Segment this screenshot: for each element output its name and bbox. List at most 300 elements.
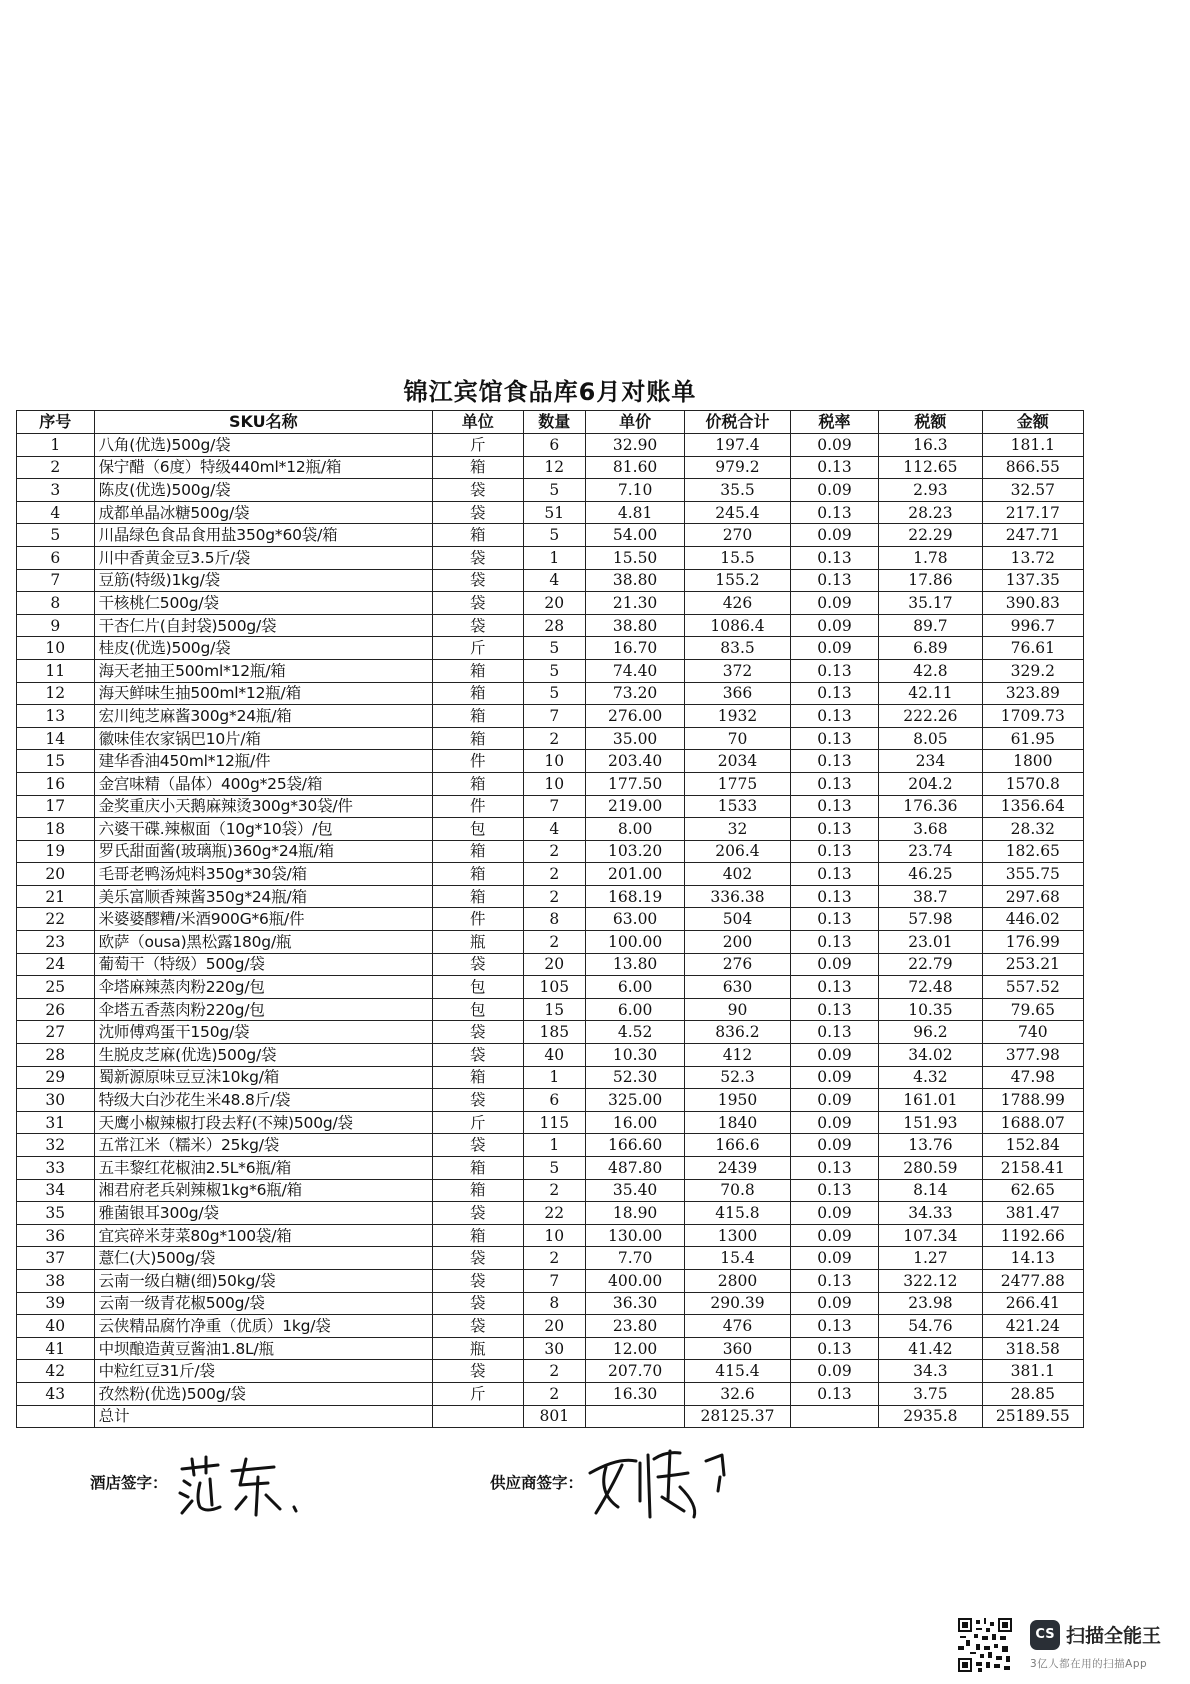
total-tax-rate-cell [790,1405,878,1428]
row-qty: 105 [523,976,586,999]
row-tax: 322.12 [879,1269,982,1292]
watermark-tagline: 3亿人都在用的扫描App [1030,1658,1148,1670]
table-row [17,818,1084,841]
row-qty: 2 [523,885,586,908]
row-unit: 包 [433,818,524,841]
table-row [17,772,1084,795]
row-sku-name: 五丰黎红花椒油2.5L*6瓶/箱 [94,1157,432,1180]
hotel-signature-label: 酒店签字： [90,1474,168,1492]
ledger-table [16,410,1084,1428]
row-tax-rate: 0.13 [790,1382,878,1405]
row-qty: 5 [523,637,586,660]
row-sku-name: 徽味佳农家锅巴10片/箱 [94,727,432,750]
row-qty: 30 [523,1337,586,1360]
row-unit: 袋 [433,592,524,615]
table-row [17,592,1084,615]
row-tax: 1.27 [879,1247,982,1270]
row-sku-name: 伞塔五香蒸肉粉220g/包 [94,998,432,1021]
row-tax: 234 [879,750,982,773]
row-tax: 204.2 [879,772,982,795]
row-unit: 件 [433,908,524,931]
col-header-unit: 单位 [433,411,524,434]
row-gross: 412 [685,1044,791,1067]
row-tax: 57.98 [879,908,982,931]
row-gross: 200 [685,931,791,954]
row-sku-name: 宜宾碎米芽菜80g*100袋/箱 [94,1224,432,1247]
row-net: 28.32 [982,818,1083,841]
row-price: 73.20 [586,682,685,705]
row-gross: 1932 [685,705,791,728]
table-row [17,727,1084,750]
row-net: 1192.66 [982,1224,1083,1247]
row-price: 7.70 [586,1247,685,1270]
table-row [17,885,1084,908]
row-tax-rate: 0.13 [790,546,878,569]
row-qty: 2 [523,840,586,863]
row-price: 36.30 [586,1292,685,1315]
row-index: 31 [17,1111,95,1134]
table-row [17,1066,1084,1089]
row-qty: 1 [523,546,586,569]
table-row [17,434,1084,457]
row-net: 14.13 [982,1247,1083,1270]
col-header-net: 金额 [982,411,1083,434]
row-price: 201.00 [586,863,685,886]
col-header-price: 单价 [586,411,685,434]
row-price: 18.90 [586,1202,685,1225]
row-tax: 38.7 [879,885,982,908]
row-unit: 箱 [433,705,524,728]
row-tax: 42.11 [879,682,982,705]
row-price: 103.20 [586,840,685,863]
row-qty: 22 [523,1202,586,1225]
row-price: 177.50 [586,772,685,795]
row-tax: 8.05 [879,727,982,750]
row-unit: 袋 [433,1089,524,1112]
row-gross: 90 [685,998,791,1021]
row-tax: 34.02 [879,1044,982,1067]
row-qty: 2 [523,1360,586,1383]
table-row [17,659,1084,682]
row-qty: 2 [523,1382,586,1405]
row-sku-name: 葡萄干（特级）500g/袋 [94,953,432,976]
row-sku-name: 天鹰小椒辣椒打段去籽(不辣)500g/袋 [94,1111,432,1134]
row-sku-name: 保宁醋（6度）特级440ml*12瓶/箱 [94,456,432,479]
row-sku-name: 陈皮(优选)500g/袋 [94,479,432,502]
row-tax-rate: 0.13 [790,772,878,795]
row-price: 207.70 [586,1360,685,1383]
row-price: 16.30 [586,1382,685,1405]
table-row [17,1292,1084,1315]
row-tax-rate: 0.13 [790,908,878,931]
row-sku-name: 云南一级白糖(细)50kg/袋 [94,1269,432,1292]
row-tax-rate: 0.09 [790,1360,878,1383]
table-row [17,1202,1084,1225]
row-sku-name: 干杏仁片(自封袋)500g/袋 [94,614,432,637]
row-unit: 箱 [433,727,524,750]
row-sku-name: 川晶绿色食品食用盐350g*60袋/箱 [94,524,432,547]
row-net: 137.35 [982,569,1083,592]
row-price: 219.00 [586,795,685,818]
table-row [17,1089,1084,1112]
row-index: 39 [17,1292,95,1315]
table-row [17,908,1084,931]
row-gross: 166.6 [685,1134,791,1157]
row-price: 35.40 [586,1179,685,1202]
row-price: 325.00 [586,1089,685,1112]
row-unit: 箱 [433,659,524,682]
row-sku-name: 金奖重庆小天鹅麻辣烫300g*30袋/件 [94,795,432,818]
row-index: 7 [17,569,95,592]
row-unit: 箱 [433,1179,524,1202]
row-tax: 222.26 [879,705,982,728]
table-row [17,1247,1084,1270]
signature-area [0,1455,1100,1525]
row-gross: 155.2 [685,569,791,592]
row-sku-name: 中坝酿造黄豆酱油1.8L/瓶 [94,1337,432,1360]
row-sku-name: 罗氏甜面酱(玻璃瓶)360g*24瓶/箱 [94,840,432,863]
row-sku-name: 伞塔麻辣蒸肉粉220g/包 [94,976,432,999]
row-gross: 245.4 [685,501,791,524]
row-tax-rate: 0.13 [790,750,878,773]
row-price: 276.00 [586,705,685,728]
row-tax: 22.79 [879,953,982,976]
row-qty: 7 [523,1269,586,1292]
row-index: 38 [17,1269,95,1292]
row-gross: 415.8 [685,1202,791,1225]
row-index: 15 [17,750,95,773]
row-sku-name: 成都单晶冰糖500g/袋 [94,501,432,524]
row-net: 181.1 [982,434,1083,457]
row-net: 247.71 [982,524,1083,547]
row-net: 329.2 [982,659,1083,682]
row-qty: 10 [523,750,586,773]
row-sku-name: 欧萨（ousa)黑松露180g/瓶 [94,931,432,954]
row-tax: 3.75 [879,1382,982,1405]
row-price: 487.80 [586,1157,685,1180]
row-unit: 箱 [433,772,524,795]
row-price: 203.40 [586,750,685,773]
row-tax-rate: 0.09 [790,1224,878,1247]
row-tax: 54.76 [879,1315,982,1338]
row-unit: 袋 [433,1315,524,1338]
row-gross: 32 [685,818,791,841]
row-qty: 7 [523,705,586,728]
row-gross: 336.38 [685,885,791,908]
row-sku-name: 特级大白沙花生米48.8斤/袋 [94,1089,432,1112]
row-qty: 5 [523,524,586,547]
row-gross: 290.39 [685,1292,791,1315]
row-sku-name: 沈师傅鸡蛋干150g/袋 [94,1021,432,1044]
table-row [17,795,1084,818]
row-net: 297.68 [982,885,1083,908]
row-tax: 280.59 [879,1157,982,1180]
row-unit: 箱 [433,682,524,705]
row-sku-name: 雅菌银耳300g/袋 [94,1202,432,1225]
row-net: 446.02 [982,908,1083,931]
table-row [17,1315,1084,1338]
row-unit: 袋 [433,569,524,592]
row-unit: 袋 [433,546,524,569]
row-price: 168.19 [586,885,685,908]
row-index: 6 [17,546,95,569]
row-index: 8 [17,592,95,615]
row-tax: 107.34 [879,1224,982,1247]
row-index: 1 [17,434,95,457]
row-tax-rate: 0.09 [790,1111,878,1134]
row-net: 740 [982,1021,1083,1044]
table-row [17,682,1084,705]
row-index: 26 [17,998,95,1021]
row-price: 10.30 [586,1044,685,1067]
row-sku-name: 云侠精品腐竹净重（优质）1kg/袋 [94,1315,432,1338]
row-sku-name: 川中香黄金豆3.5斤/袋 [94,546,432,569]
row-qty: 8 [523,908,586,931]
row-net: 996.7 [982,614,1083,637]
row-gross: 979.2 [685,456,791,479]
row-price: 13.80 [586,953,685,976]
row-unit: 袋 [433,1044,524,1067]
row-sku-name: 毛哥老鸭汤炖料350g*30袋/箱 [94,863,432,886]
row-tax: 4.32 [879,1066,982,1089]
row-sku-name: 米婆婆醪糟/米酒900G*6瓶/件 [94,908,432,931]
supplier-signature-label: 供应商签字： [490,1474,584,1492]
row-net: 28.85 [982,1382,1083,1405]
col-header-tax: 税额 [879,411,982,434]
row-sku-name: 生脱皮芝麻(优选)500g/袋 [94,1044,432,1067]
row-unit: 袋 [433,1269,524,1292]
row-index: 21 [17,885,95,908]
row-net: 1788.99 [982,1089,1083,1112]
row-tax-rate: 0.13 [790,569,878,592]
row-tax-rate: 0.13 [790,795,878,818]
row-unit: 袋 [433,1360,524,1383]
row-price: 63.00 [586,908,685,931]
row-sku-name: 美乐富顺香辣酱350g*24瓶/箱 [94,885,432,908]
total-label: 总计 [94,1405,432,1428]
row-gross: 52.3 [685,1066,791,1089]
row-qty: 15 [523,998,586,1021]
row-gross: 1300 [685,1224,791,1247]
table-row [17,1021,1084,1044]
row-qty: 2 [523,931,586,954]
row-tax-rate: 0.09 [790,524,878,547]
row-sku-name: 建华香油450ml*12瓶/件 [94,750,432,773]
row-qty: 20 [523,592,586,615]
row-index: 16 [17,772,95,795]
row-net: 1570.8 [982,772,1083,795]
row-unit: 箱 [433,456,524,479]
total-row [17,1405,1084,1428]
row-gross: 1775 [685,772,791,795]
row-price: 130.00 [586,1224,685,1247]
row-sku-name: 干核桃仁500g/袋 [94,592,432,615]
row-unit: 箱 [433,885,524,908]
page-title: 锦江宾馆食品库6月对账单 [403,378,697,406]
row-gross: 372 [685,659,791,682]
row-net: 1709.73 [982,705,1083,728]
row-tax-rate: 0.09 [790,1292,878,1315]
row-qty: 28 [523,614,586,637]
row-index: 41 [17,1337,95,1360]
row-net: 182.65 [982,840,1083,863]
supplier-signature [588,1447,738,1519]
table-row [17,1269,1084,1292]
table-row [17,546,1084,569]
row-index: 12 [17,682,95,705]
row-qty: 5 [523,1157,586,1180]
row-qty: 2 [523,1247,586,1270]
col-header-sku: SKU名称 [94,411,432,434]
row-qty: 2 [523,727,586,750]
row-tax: 17.86 [879,569,982,592]
row-qty: 2 [523,1179,586,1202]
row-tax-rate: 0.13 [790,976,878,999]
row-price: 54.00 [586,524,685,547]
row-price: 35.00 [586,727,685,750]
table-row [17,501,1084,524]
row-sku-name: 海天老抽王500ml*12瓶/箱 [94,659,432,682]
row-sku-name: 金宫味精（晶体）400g*25袋/箱 [94,772,432,795]
row-price: 21.30 [586,592,685,615]
row-unit: 箱 [433,1224,524,1247]
total-index-cell [17,1405,95,1428]
row-tax: 42.8 [879,659,982,682]
row-price: 38.80 [586,569,685,592]
row-qty: 7 [523,795,586,818]
row-net: 61.95 [982,727,1083,750]
row-tax: 3.68 [879,818,982,841]
row-unit: 件 [433,750,524,773]
row-sku-name: 五常江米（糯米）25kg/袋 [94,1134,432,1157]
row-index: 42 [17,1360,95,1383]
col-header-gross: 价税合计 [685,411,791,434]
row-qty: 4 [523,569,586,592]
row-gross: 836.2 [685,1021,791,1044]
row-sku-name: 孜然粉(优选)500g/袋 [94,1382,432,1405]
row-price: 4.52 [586,1021,685,1044]
row-index: 27 [17,1021,95,1044]
row-price: 100.00 [586,931,685,954]
row-unit: 箱 [433,524,524,547]
row-qty: 20 [523,1315,586,1338]
row-qty: 6 [523,434,586,457]
row-qty: 10 [523,772,586,795]
row-tax-rate: 0.13 [790,456,878,479]
row-net: 557.52 [982,976,1083,999]
row-tax: 10.35 [879,998,982,1021]
row-tax-rate: 0.09 [790,953,878,976]
row-qty: 12 [523,456,586,479]
header-row [17,411,1084,434]
row-gross: 504 [685,908,791,931]
row-sku-name: 中粒红豆31斤/袋 [94,1360,432,1383]
table-row [17,614,1084,637]
row-gross: 2034 [685,750,791,773]
row-index: 18 [17,818,95,841]
row-gross: 1533 [685,795,791,818]
row-tax-rate: 0.13 [790,1337,878,1360]
row-net: 2158.41 [982,1157,1083,1180]
row-gross: 366 [685,682,791,705]
row-net: 381.1 [982,1360,1083,1383]
table-row [17,863,1084,886]
row-sku-name: 蜀新源原味豆豆沫10kg/箱 [94,1066,432,1089]
row-unit: 袋 [433,501,524,524]
row-unit: 箱 [433,863,524,886]
row-net: 13.72 [982,546,1083,569]
row-net: 390.83 [982,592,1083,615]
row-tax-rate: 0.09 [790,592,878,615]
row-unit: 斤 [433,1382,524,1405]
row-net: 62.65 [982,1179,1083,1202]
table-row [17,1360,1084,1383]
row-gross: 1086.4 [685,614,791,637]
row-tax-rate: 0.13 [790,885,878,908]
row-index: 32 [17,1134,95,1157]
row-unit: 袋 [433,1202,524,1225]
row-tax: 23.01 [879,931,982,954]
total-gross: 28125.37 [685,1405,791,1428]
row-price: 23.80 [586,1315,685,1338]
row-qty: 4 [523,818,586,841]
row-tax-rate: 0.13 [790,1157,878,1180]
table-row [17,976,1084,999]
row-gross: 270 [685,524,791,547]
row-index: 4 [17,501,95,524]
row-index: 36 [17,1224,95,1247]
row-qty: 115 [523,1111,586,1134]
row-net: 217.17 [982,501,1083,524]
row-index: 43 [17,1382,95,1405]
row-index: 19 [17,840,95,863]
row-index: 3 [17,479,95,502]
row-unit: 袋 [433,479,524,502]
row-unit: 箱 [433,840,524,863]
hotel-signature [176,1455,316,1519]
row-tax-rate: 0.09 [790,434,878,457]
row-tax: 72.48 [879,976,982,999]
row-net: 32.57 [982,479,1083,502]
table-body [17,434,1084,1406]
row-gross: 415.4 [685,1360,791,1383]
row-price: 81.60 [586,456,685,479]
row-tax-rate: 0.13 [790,863,878,886]
row-price: 32.90 [586,434,685,457]
row-price: 6.00 [586,976,685,999]
table-row [17,1179,1084,1202]
row-price: 12.00 [586,1337,685,1360]
row-tax-rate: 0.09 [790,1247,878,1270]
row-index: 23 [17,931,95,954]
scanner-watermark [958,1618,1188,1684]
row-net: 79.65 [982,998,1083,1021]
row-net: 2477.88 [982,1269,1083,1292]
row-net: 318.58 [982,1337,1083,1360]
row-unit: 袋 [433,953,524,976]
row-gross: 1950 [685,1089,791,1112]
row-tax: 2.93 [879,479,982,502]
row-gross: 206.4 [685,840,791,863]
table-row [17,637,1084,660]
row-price: 16.70 [586,637,685,660]
table-row [17,705,1084,728]
row-gross: 15.4 [685,1247,791,1270]
row-tax-rate: 0.13 [790,1269,878,1292]
camscanner-logo-icon: CS [1030,1620,1060,1650]
row-unit: 袋 [433,1134,524,1157]
row-index: 14 [17,727,95,750]
